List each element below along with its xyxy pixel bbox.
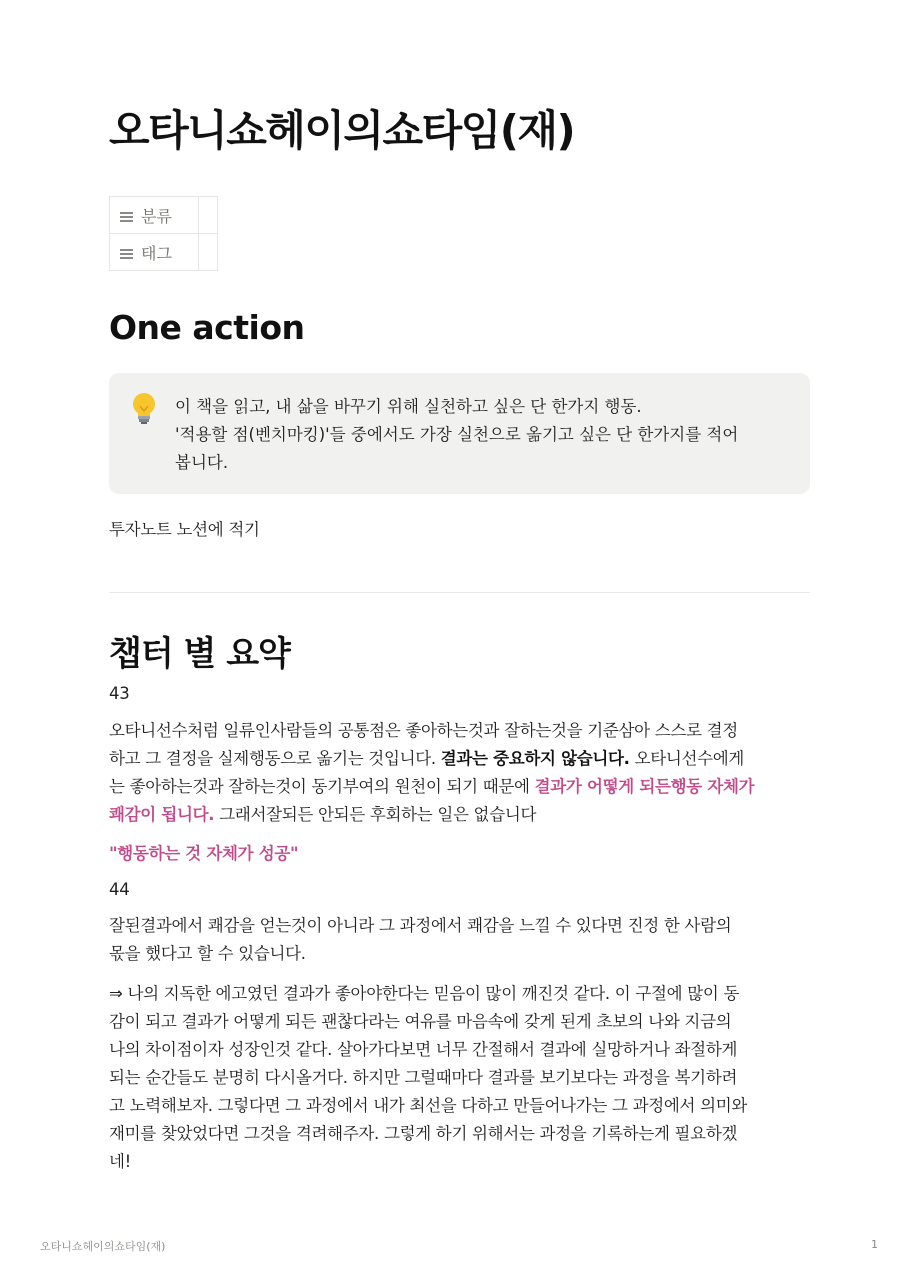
- divider: [109, 592, 810, 593]
- highlight-text: 쾌감이 됩니다.: [109, 805, 215, 824]
- reflection-paragraph: [109, 980, 810, 1176]
- text-span: 그래서잘되든 안되든 후회하는 일은 없습니다: [214, 805, 537, 824]
- property-label: 태그: [141, 243, 172, 263]
- property-row-tags[interactable]: [110, 234, 218, 271]
- page-title: 오타니쇼헤이의쇼타임(재): [109, 106, 575, 155]
- callout-line: 이 책을 읽고, 내 삶을 바꾸기 위해 실천하고 싶은 단 한가지 행동.: [175, 397, 642, 416]
- callout-text: [175, 393, 790, 477]
- highlight-text: 결과가 어떻게 되든행동 자체가: [534, 777, 755, 796]
- property-value-cell[interactable]: [199, 234, 218, 271]
- callout-line: '적용할 점(벤치마킹)'들 중에서도 가장 실천으로 옮기고 싶은 단 한가지를 적어: [175, 425, 739, 444]
- footer-title: 오타니쇼헤이의쇼타임(재): [40, 1240, 166, 1253]
- callout-box: [109, 373, 810, 494]
- lightbulb-icon: [130, 392, 158, 426]
- text-line: ⇒ 나의 지독한 에고였던 결과가 좋아야한다는 믿음이 많이 깨진것 같다. 이 구절에 많이 동: [109, 984, 740, 1003]
- text-line: [109, 773, 810, 801]
- property-row-category[interactable]: [110, 197, 218, 234]
- one-action-heading: One action: [109, 308, 305, 347]
- summary-paragraph-1: [109, 717, 810, 829]
- chapter-summary-heading: 챕터 별 요약: [109, 634, 290, 674]
- text-line: [109, 801, 810, 829]
- text-line: 감이 되고 결과가 어떻게 되든 괜찮다라는 여유를 마음속에 갖게 된게 초보의 나와 지금의: [109, 1012, 732, 1031]
- text-line: 잘된결과에서 쾌감을 얻는것이 아니라 그 과정에서 쾌감을 느낄 수 있다면 진정 한 사람의: [109, 916, 732, 935]
- page-number-44: 44: [109, 880, 130, 899]
- footer-page-number: 1: [871, 1238, 878, 1251]
- properties-table: [109, 196, 218, 271]
- text-line: 나의 차이점이자 성장인것 같다. 살아가다보면 너무 간절해서 결과에 실망하거나 좌절하게: [109, 1040, 738, 1059]
- text-line: 오타니선수처럼 일류인사람들의 공통점은 좋아하는것과 잘하는것을 기준삼아 스스로 결정: [109, 721, 738, 740]
- text-line: 몫을 했다고 할 수 있습니다.: [109, 944, 306, 963]
- quote-text: "행동하는 것 자체가 성공": [109, 844, 299, 863]
- property-name-cell[interactable]: [110, 197, 199, 234]
- text-line: 고 노력해보자. 그렇다면 그 과정에서 내가 최선을 다하고 만들어나가는 그 과정에서 의미와: [109, 1096, 747, 1115]
- property-name-cell[interactable]: [110, 234, 199, 271]
- property-value-cell[interactable]: [199, 197, 218, 234]
- text-line: [109, 745, 810, 773]
- bold-text: 결과는 중요하지 않습니다.: [440, 749, 630, 768]
- summary-paragraph-2: [109, 912, 810, 968]
- one-action-answer: 투자노트 노션에 적기: [109, 520, 260, 539]
- list-icon: [120, 210, 133, 224]
- property-label: 분류: [141, 206, 172, 226]
- text-span: 오타니선수에게: [629, 749, 745, 768]
- callout-line: 봅니다.: [175, 453, 229, 472]
- text-span: 는 좋아하는것과 잘하는것이 동기부여의 원천이 되기 때문에: [109, 777, 535, 796]
- list-icon: [120, 247, 133, 261]
- text-line: 되는 순간들도 분명히 다시올거다. 하지만 그럴때마다 결과를 보기보다는 과정을 복기하려: [109, 1068, 738, 1087]
- text-line: 재미를 찾았었다면 그것을 격려해주자. 그렇게 하기 위해서는 과정을 기록하는게 필요하겠: [109, 1124, 738, 1143]
- page-number-43: 43: [109, 684, 130, 703]
- text-line: 네!: [109, 1152, 131, 1171]
- text-span: 하고 그 결정을 실제행동으로 옮기는 것입니다.: [109, 749, 441, 768]
